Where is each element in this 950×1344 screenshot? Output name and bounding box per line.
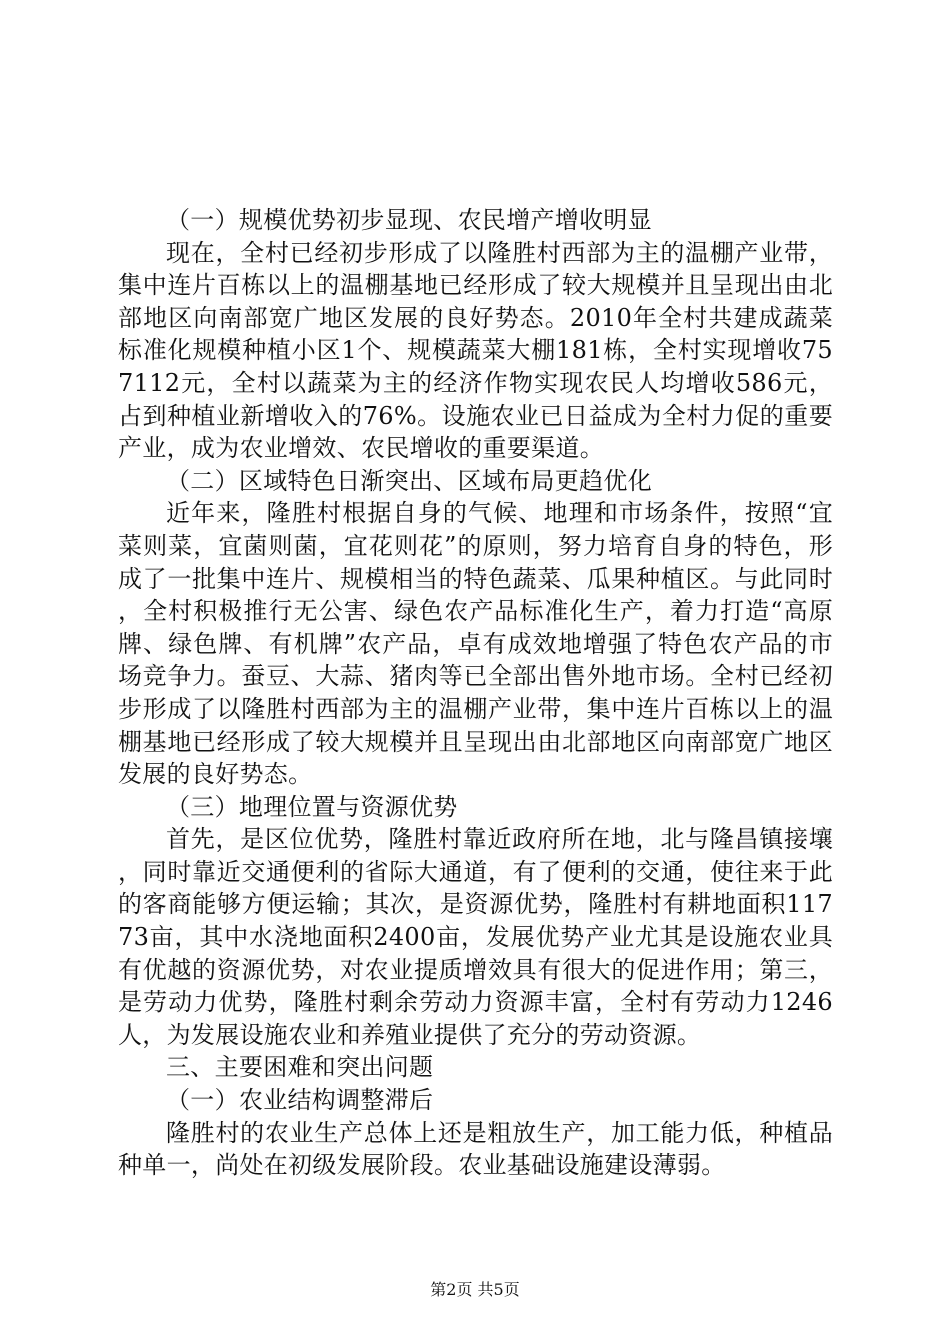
document-body [118,204,833,1182]
paragraph-greenhouse-industry: 现在，全村已经初步形成了以隆胜村西部为主的温棚产业带，集中连片百栋以上的温棚基地已经形成了较大规模并且呈现出由北部地区向南部宽广地区发展的良好势态。2010年全村共建成蔬菜标准化规模种植小区1个、规模蔬菜大棚181栋，全村实现增收757112元，全村以蔬菜为主的经济作物实现农民人均增收586元，占到种植业新增收入的76%。设施农业已日益成为全村力促的重要产业，成为农业增效、农民增收的重要渠道。 [118,238,833,463]
section-heading-scale-advantage: （一）规模优势初步显现、农民增产增收明显 [166,206,652,234]
section-heading-structure-adjustment: （一）农业结构调整滞后 [166,1086,434,1115]
section-heading-location-resources: （三）地理位置与资源优势 [166,792,458,821]
paragraph-location-resources: 首先，是区位优势，隆胜村靠近政府所在地，北与隆昌镇接壤，同时靠近交通便利的省际大通道，有了便利的交通，使往来于此的客商能够方便运输；其次，是资源优势，隆胜村有耕地面积11773亩，其中水浇地面积2400亩，发展优势产业尤其是设施农业具有优越的资源优势，对农业提质增效具有很大的促进作用；第三，是劳动力优势，隆胜村剩余劳动力资源丰富，全村有劳动力1246人，为发展设施农业和养殖业提供了充分的劳动资源。 [118,825,833,1049]
page-footer: 第2页 共5页 [430,1280,520,1299]
paragraph-extensive-production: 隆胜村的农业生产总体上还是粗放生产，加工能力低，种植品种单一，尚处在初级发展阶段。农业基础设施建设薄弱。 [118,1118,833,1180]
paragraph-regional-features: 近年来，隆胜村根据自身的气候、地理和市场条件，按照“宜菜则菜，宜菌则菌，宜花则花”的原则，努力培育自身的特色，形成了一批集中连片、规模相当的特色蔬菜、瓜果种植区。与此同时，全村积极推行无公害、绿色农产品标准化生产，着力打造“高原牌、绿色牌、有机牌”农产品，卓有成效地增强了特色农产品的市场竞争力。蚕豆、大蒜、猪肉等已全部出售外地市场。全村已经初步形成了以隆胜村西部为主的温棚产业带，集中连片百栋以上的温棚基地已经形成了较大规模并且呈现出由北部地区向南部宽广地区发展的良好势态。 [118,499,833,789]
section-heading-regional-features: （二）区域特色日渐突出、区域布局更趋优化 [166,466,652,495]
section-heading-main-difficulties: 三、主要困难和突出问题 [166,1053,434,1082]
